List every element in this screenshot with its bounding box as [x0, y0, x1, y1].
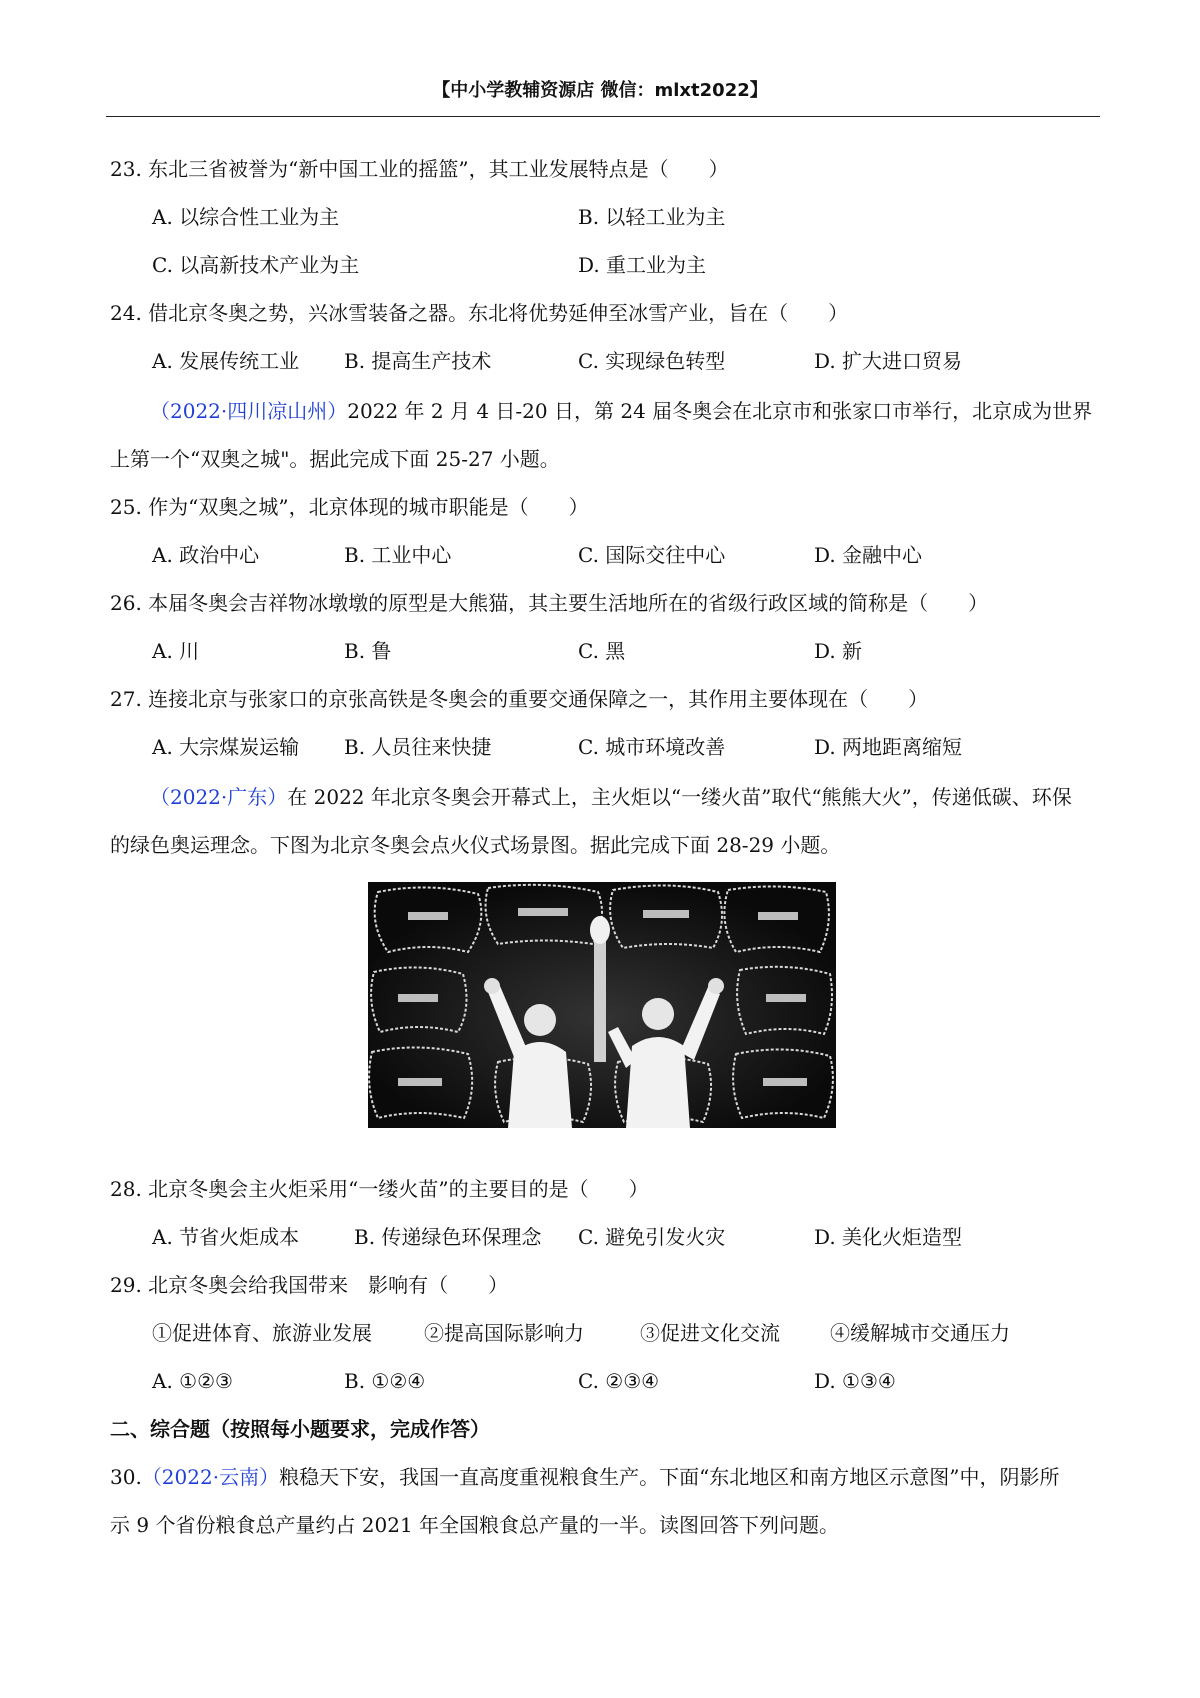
page-header: 【中小学教辅资源店 微信：mlxt2022】 — [432, 80, 768, 101]
q23-option-d: D. 重工业为主 — [578, 253, 707, 277]
q25-option-a: A. 政治中心 — [152, 543, 260, 567]
q27-option-d: D. 两地距离缩短 — [814, 735, 963, 759]
intro2-line1: （2022·广东）在 2022 年北京冬奥会开幕式上，主火炬以“一缕火苗”取代“熊熊大火”，传递低碳、环保 — [150, 785, 1072, 809]
q29-statement-4: ④缓解城市交通压力 — [830, 1321, 1010, 1345]
q28-stem: 28. 北京冬奥会主火炬采用“一缕火苗”的主要目的是（ ） — [110, 1177, 649, 1201]
q28-option-a: A. 节省火炬成本 — [152, 1225, 300, 1249]
q23-stem: 23. 东北三省被誉为“新中国工业的摇篮”，其工业发展特点是（ ） — [110, 157, 729, 181]
q24-option-d: D. 扩大进口贸易 — [814, 349, 963, 373]
q27-option-a: A. 大宗煤炭运输 — [152, 735, 300, 759]
intro2-source: （2022·广东） — [150, 785, 288, 809]
q24-option-a: A. 发展传统工业 — [152, 349, 300, 373]
q28-option-c: C. 避免引发火灾 — [578, 1225, 726, 1249]
q23-option-b: B. 以轻工业为主 — [578, 205, 726, 229]
q26-stem: 26. 本届冬奥会吉祥物冰墩墩的原型是大熊猫，其主要生活地所在的省级行政区域的简称是（ ） — [110, 591, 989, 615]
q26-option-a: A. 川 — [152, 639, 200, 663]
q29-option-c: C. ②③④ — [578, 1369, 660, 1393]
intro1-source: （2022·四川凉山州） — [150, 399, 348, 423]
q28-option-b: B. 传递绿色环保理念 — [354, 1225, 542, 1249]
torch-lighting-photo — [368, 882, 836, 1128]
q29-statement-3: ③促进文化交流 — [640, 1321, 780, 1345]
q26-option-b: B. 鲁 — [344, 639, 392, 663]
q26-option-c: C. 黑 — [578, 639, 626, 663]
q29-statement-2: ②提高国际影响力 — [424, 1321, 584, 1345]
intro1-line2: 上第一个“双奥之城"。据此完成下面 25-27 小题。 — [110, 447, 560, 471]
q29-option-b: B. ①②④ — [344, 1369, 426, 1393]
intro1-line1: （2022·四川凉山州）2022 年 2 月 4 日-20 日，第 24 届冬奥会在北京市和张家口市举行，北京成为世界 — [150, 399, 1093, 423]
q24-option-b: B. 提高生产技术 — [344, 349, 492, 373]
q23-option-c: C. 以高新技术产业为主 — [152, 253, 360, 277]
q29-option-a: A. ①②③ — [152, 1369, 233, 1393]
q25-option-c: C. 国际交往中心 — [578, 543, 726, 567]
q29-stem: 29. 北京冬奥会给我国带来 影响有（ ） — [110, 1273, 509, 1297]
q25-stem: 25. 作为“双奥之城”，北京体现的城市职能是（ ） — [110, 495, 589, 519]
q30-line1: 30.（2022·云南）粮稳天下安，我国一直高度重视粮食生产。下面“东北地区和南方地区示意图”中，阴影所 — [110, 1465, 1060, 1489]
q30-line2: 示 9 个省份粮食总产量约占 2021 年全国粮食总产量的一半。读图回答下列问题。 — [110, 1513, 840, 1537]
q29-statement-1: ①促进体育、旅游业发展 — [152, 1321, 372, 1345]
q23-option-a: A. 以综合性工业为主 — [152, 205, 340, 229]
q24-option-c: C. 实现绿色转型 — [578, 349, 726, 373]
q25-option-d: D. 金融中心 — [814, 543, 923, 567]
q27-option-b: B. 人员往来快捷 — [344, 735, 492, 759]
q30-source: （2022·云南） — [141, 1465, 280, 1489]
q24-stem: 24. 借北京冬奥之势，兴冰雪装备之器。东北将优势延伸至冰雪产业，旨在（ ） — [110, 301, 849, 325]
q29-option-d: D. ①③④ — [814, 1369, 896, 1393]
q27-option-c: C. 城市环境改善 — [578, 735, 726, 759]
header-rule — [106, 116, 1100, 117]
q25-option-b: B. 工业中心 — [344, 543, 452, 567]
q26-option-d: D. 新 — [814, 639, 863, 663]
q28-option-d: D. 美化火炬造型 — [814, 1225, 963, 1249]
intro2-line2: 的绿色奥运理念。下图为北京冬奥会点火仪式场景图。据此完成下面 28-29 小题。 — [110, 833, 841, 857]
q27-stem: 27. 连接北京与张家口的京张高铁是冬奥会的重要交通保障之一，其作用主要体现在（ ） — [110, 687, 929, 711]
section-heading: 二、综合题（按照每小题要求，完成作答） — [110, 1417, 490, 1441]
